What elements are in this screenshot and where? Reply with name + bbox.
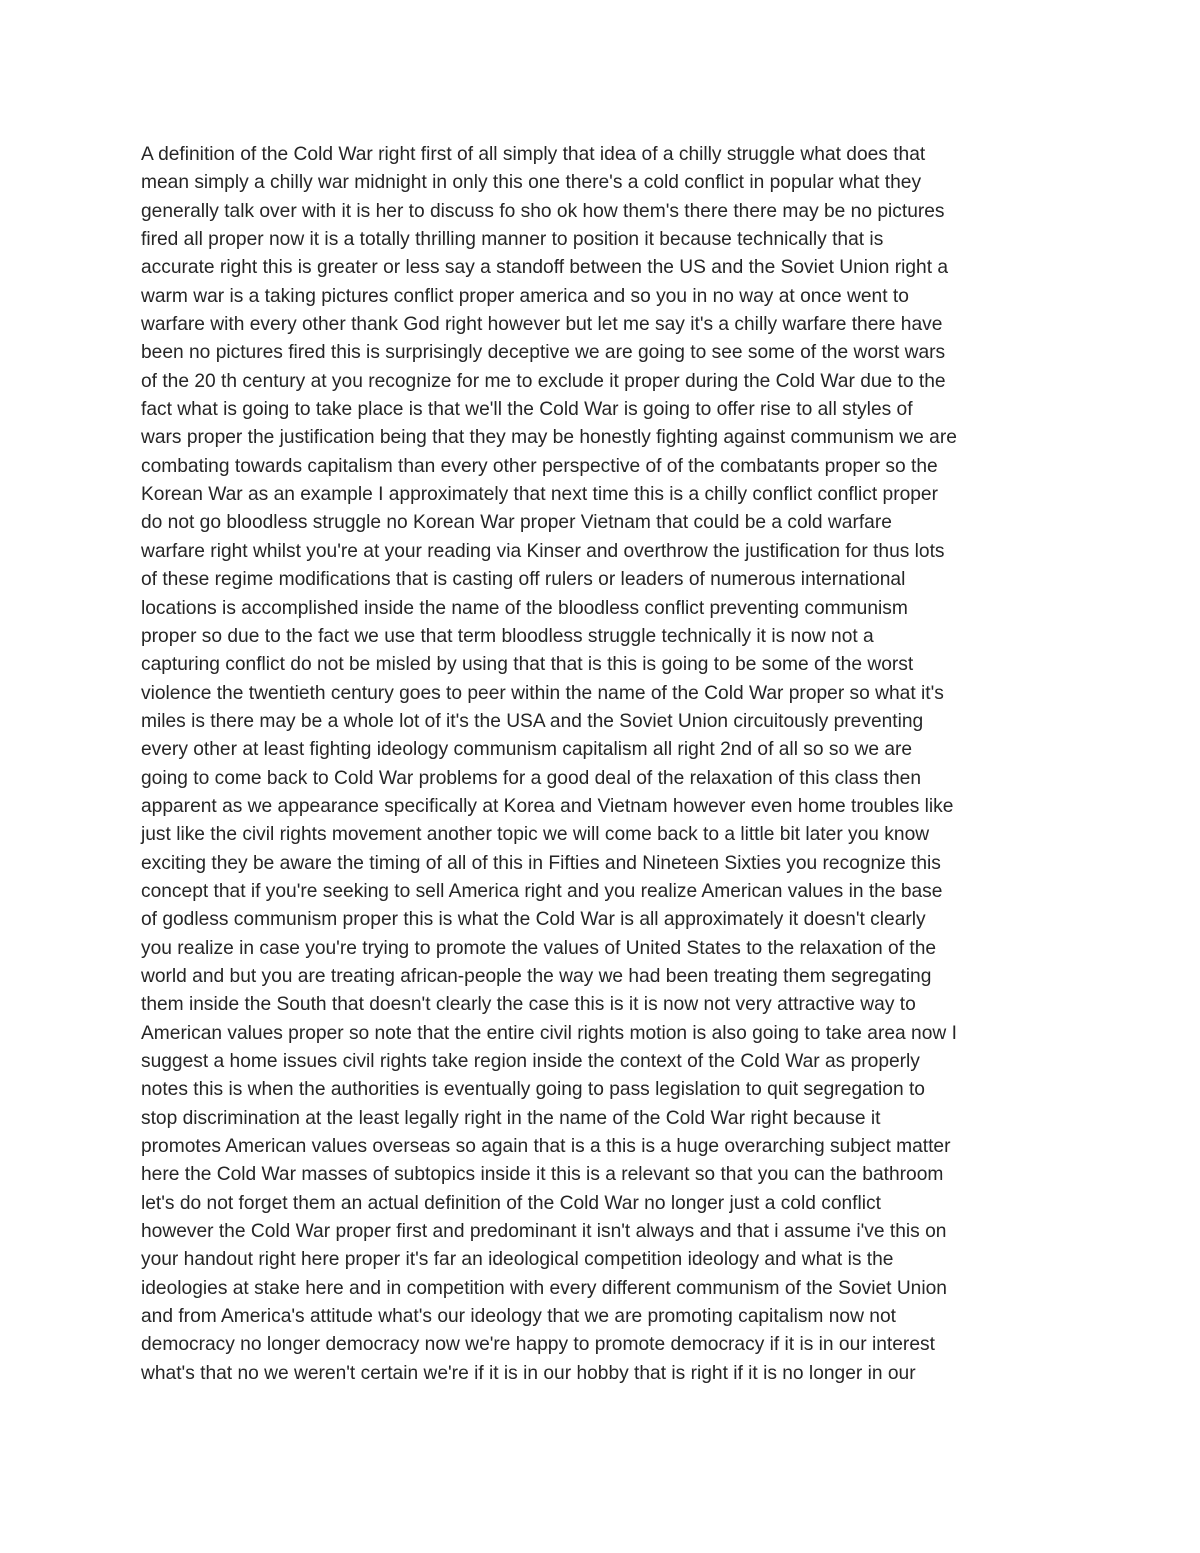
text-line: stop discrimination at the least legally right in the name of the Cold War right because it <box>141 1107 881 1129</box>
text-line: apparent as we appearance specifically at Korea and Vietnam however even home troubles like <box>141 795 954 817</box>
text-line: every other at least fighting ideology communism capitalism all right 2nd of all so so we are <box>141 739 913 761</box>
text-line: you realize in case you're trying to promote the values of United States to the relaxation of the <box>141 937 937 959</box>
text-line: just like the civil rights movement another topic we will come back to a little bit later you know <box>141 824 930 846</box>
text-line: democracy no longer democracy now we're happy to promote democracy if it is in our interest <box>141 1334 935 1356</box>
text-line: A definition of the Cold War right first of all simply that idea of a chilly struggle what does that <box>141 144 926 165</box>
text-line: been no pictures fired this is surprisingly deceptive we are going to see some of the worst wars <box>141 342 946 364</box>
text-line: combating towards capitalism than every other perspective of of the combatants proper so the <box>141 455 938 477</box>
text-line: warm war is a taking pictures conflict proper america and so you in no way at once went to <box>141 285 909 307</box>
text-line: American values proper so note that the entire civil rights motion is also going to take area now I <box>141 1022 957 1044</box>
text-line: warfare right whilst you're at your reading via Kinser and overthrow the justification for thus lots <box>141 540 945 562</box>
text-line: here the Cold War masses of subtopics inside it this is a relevant so that you can the bathroom <box>141 1164 944 1186</box>
text-line: mean simply a chilly war midnight in only this one there's a cold conflict in popular what they <box>141 172 922 194</box>
text-line: of these regime modifications that is casting off rulers or leaders of numerous international <box>141 569 906 591</box>
text-line: your handout right here proper it's far an ideological competition ideology and what is the <box>141 1249 894 1271</box>
text-line: of godless communism proper this is what the Cold War is all approximately it doesn't clearly <box>141 909 926 931</box>
text-line: them inside the South that doesn't clearly the case this is it is now not very attractive way to <box>141 994 916 1016</box>
text-line: generally talk over with it is her to discuss fo sho ok how them's there there may be no pictures <box>141 200 945 222</box>
text-line: however the Cold War proper first and predominant it isn't always and that i assume i've this on <box>141 1221 947 1243</box>
text-line: miles is there may be a whole lot of it's the USA and the Soviet Union circuitously preventing <box>141 710 924 732</box>
text-line: let's do not forget them an actual definition of the Cold War no longer just a cold conflict <box>141 1192 881 1214</box>
text-line: exciting they be aware the timing of all of this in Fifties and Nineteen Sixties you recognize this <box>141 852 941 874</box>
text-line: Korean War as an example I approximately that next time this is a chilly conflict conflict proper <box>141 484 938 506</box>
text-line: ideologies at stake here and in competition with every different communism of the Soviet Union <box>141 1277 947 1299</box>
text-line: world and but you are treating african-people the way we had been treating them segregating <box>141 965 932 987</box>
text-line: concept that if you're seeking to sell America right and you realize American values in the base <box>141 880 943 902</box>
text-line: violence the twentieth century goes to peer within the name of the Cold War proper so what it's <box>141 682 944 704</box>
text-line: accurate right this is greater or less say a standoff between the US and the Soviet Union right a <box>141 257 949 279</box>
text-line: what's that no we weren't certain we're if it is in our hobby that is right if it is no longer in our <box>141 1362 916 1384</box>
text-line: do not go bloodless struggle no Korean War proper Vietnam that could be a cold warfare <box>141 512 892 534</box>
text-line: wars proper the justification being that they may be honestly fighting against communism we are <box>141 427 957 449</box>
text-line: warfare with every other thank God right however but let me say it's a chilly warfare there have <box>141 314 943 336</box>
text-line: going to come back to Cold War problems for a good deal of the relaxation of this class then <box>141 767 922 789</box>
text-line: suggest a home issues civil rights take region inside the context of the Cold War as properly <box>141 1051 920 1072</box>
text-line: fact what is going to take place is that we'll the Cold War is going to offer rise to all styles of <box>141 399 913 421</box>
text-line: capturing conflict do not be misled by using that that is this is going to be some of the worst <box>141 654 914 676</box>
text-line: of the 20 th century at you recognize for me to exclude it proper during the Cold War due to the <box>141 370 946 392</box>
text-line: notes this is when the authorities is eventually going to pass legislation to quit segregation to <box>141 1079 925 1101</box>
text-line: fired all proper now it is a totally thrilling manner to position it because technically that is <box>141 229 884 251</box>
text-line: promotes American values overseas so again that is a this is a huge overarching subject matter <box>141 1136 951 1158</box>
text-line: locations is accomplished inside the name of the bloodless conflict preventing communism <box>141 597 908 619</box>
body-paragraph <box>141 141 1081 1388</box>
text-line: proper so due to the fact we use that term bloodless struggle technically it is now not a <box>141 625 874 647</box>
text-line: and from America's attitude what's our ideology that we are promoting capitalism now not <box>141 1306 896 1328</box>
